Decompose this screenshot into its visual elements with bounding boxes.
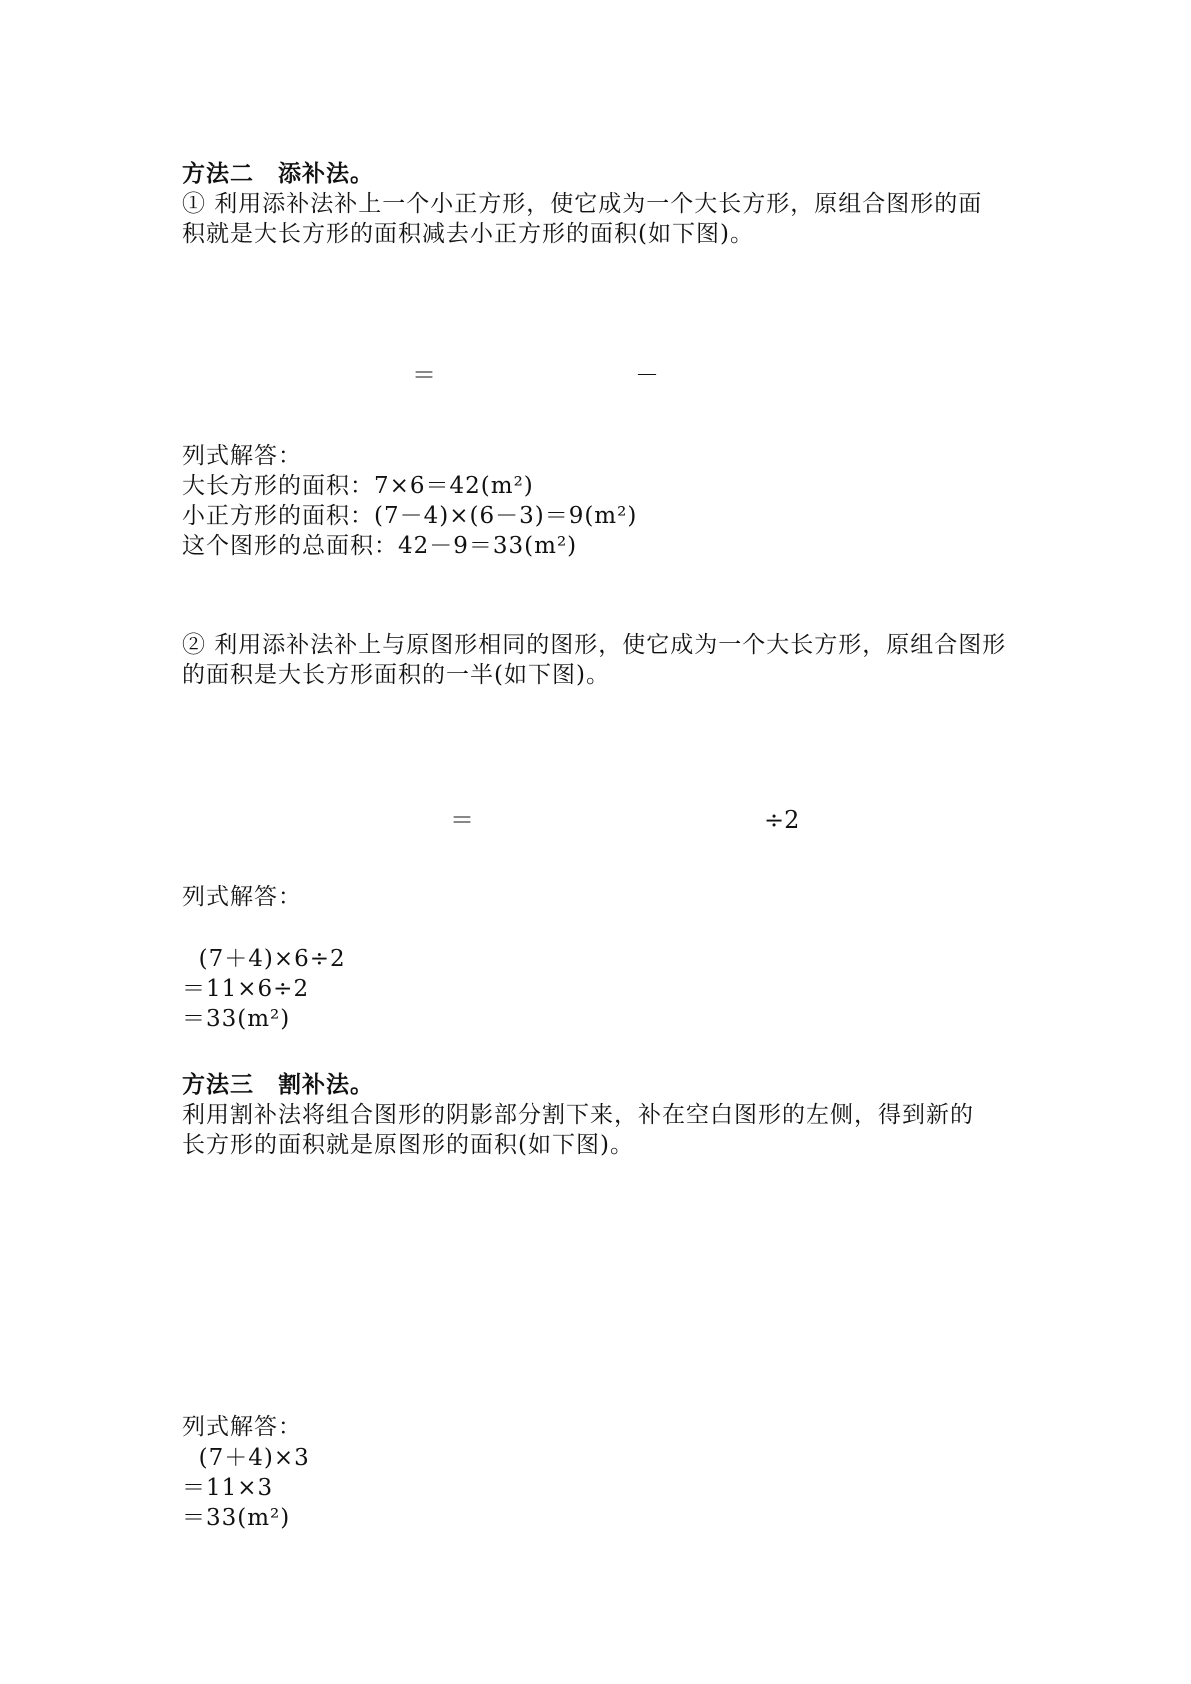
solution-step: (7＋4)×6÷2 — [182, 946, 346, 972]
method2-part1-line1: ① 利用添补法补上一个小正方形，使它成为一个大长方形，原组合图形的面 — [182, 191, 983, 217]
minus-sign: － — [635, 361, 659, 389]
solution-label: 列式解答： — [182, 884, 302, 910]
solution-label: 列式解答： — [182, 1414, 302, 1440]
solution-step: ＝33(m²) — [182, 1006, 291, 1032]
solution-step: (7＋4)×3 — [182, 1445, 310, 1471]
equals-sign: ＝ — [412, 361, 436, 389]
method2-title: 方法二 添补法。 — [182, 160, 374, 187]
method2-part2-line2: 的面积是大长方形面积的一半(如下图)。 — [182, 662, 610, 688]
method3-title: 方法三 割补法。 — [182, 1071, 374, 1098]
divide-by-two: ÷2 — [764, 806, 800, 834]
solution-step: ＝11×6÷2 — [182, 976, 310, 1002]
method3-line2: 长方形的面积就是原图形的面积(如下图)。 — [182, 1132, 634, 1158]
solution-label: 列式解答： — [182, 443, 302, 469]
method3-line1: 利用割补法将组合图形的阴影部分割下来，补在空白图形的左侧，得到新的 — [182, 1102, 974, 1128]
solution-step: 大长方形的面积：7×6＝42(m²) — [182, 473, 534, 499]
solution-step: 这个图形的总面积：42－9＝33(m²) — [182, 533, 578, 559]
solution-step: ＝33(m²) — [182, 1505, 291, 1531]
equals-sign: ＝ — [450, 806, 474, 834]
solution-step: 小正方形的面积：(7－4)×(6－3)＝9(m²) — [182, 503, 638, 529]
method2-part2-line1: ② 利用添补法补上与原图形相同的图形，使它成为一个大长方形，原组合图形 — [182, 632, 1007, 658]
solution-step: ＝11×3 — [182, 1475, 274, 1501]
method2-part1-line2: 积就是大长方形的面积减去小正方形的面积(如下图)。 — [182, 221, 754, 247]
